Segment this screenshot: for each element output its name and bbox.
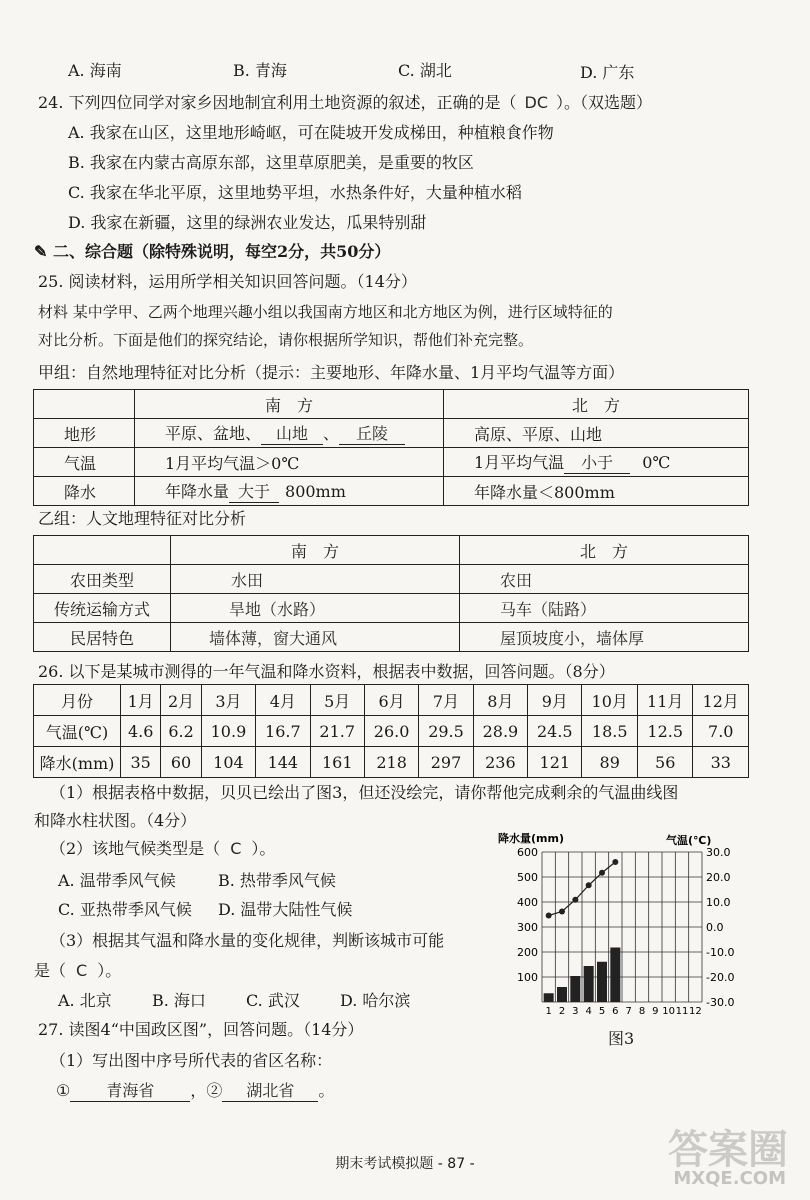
table-cell: 4月 <box>256 685 310 716</box>
temp-point <box>559 909 565 915</box>
row-label: 气温(℃) <box>34 716 121 747</box>
q24-option-a: A. 我家在山区，这里地形崎岖，可在陡坡开发成梯田，种植粮食作物 <box>68 123 554 142</box>
left-tick-label: 400 <box>517 896 538 909</box>
x-tick-label: 11 <box>675 1006 689 1017</box>
table-cell: 35 <box>121 747 161 778</box>
x-tick-label: 3 <box>572 1006 579 1017</box>
table-cell: 60 <box>161 747 201 778</box>
q26-sub2-answer: C <box>230 839 242 858</box>
q23-option-a: A. 海南 <box>68 61 122 80</box>
q25-group-b-title: 乙组：人文地理特征对比分析 <box>38 509 247 528</box>
q24-stem: 24. 下列四位同学对家乡因地制宜利用土地资源的叙述，正确的是（ DC ）。（双选题） <box>38 93 653 112</box>
table-row <box>34 448 749 477</box>
cell-north: 1月平均气温 小于 0℃ <box>444 448 749 477</box>
cell-south: 平原、盆地、 山地 、 丘陵 <box>135 419 444 448</box>
answer-blank: 小于 <box>564 450 630 474</box>
table-cell: 8月 <box>473 685 527 716</box>
answer-blank: 山地 <box>261 421 323 445</box>
left-tick-label: 100 <box>517 971 538 984</box>
table-human-features <box>33 535 749 652</box>
left-axis-label: 降水量(mm) <box>498 832 564 845</box>
q23-option-d: D. 广东 <box>580 63 635 82</box>
table-cell: 2月 <box>161 685 201 716</box>
x-tick-label: 6 <box>612 1006 619 1017</box>
pencil-icon: ✎ <box>34 242 48 261</box>
x-tick-label: 2 <box>558 1006 566 1017</box>
q24-answer: DC <box>524 93 549 112</box>
temp-point <box>546 913 552 919</box>
table-cell: 6月 <box>364 685 418 716</box>
table-row <box>34 565 749 594</box>
row-label: 民居特色 <box>34 623 171 652</box>
table-cell: 24.5 <box>528 716 582 747</box>
cell-north: 屋顶坡度小，墙体厚 <box>460 623 749 652</box>
q24-option-d: D. 我家在新疆，这里的绿洲农业发达，瓜果特别甜 <box>68 213 427 232</box>
table-cell: 7月 <box>419 685 473 716</box>
table-cell: 12月 <box>693 685 749 716</box>
row-label: 降水(mm) <box>34 747 121 778</box>
q23-option-b: B. 青海 <box>233 61 287 80</box>
table-cell: 3月 <box>201 685 255 716</box>
q23-option-c: C. 湖北 <box>398 61 452 80</box>
q24-option-c: C. 我家在华北平原，这里地势平坦，水热条件好，大量种植水稻 <box>68 183 522 202</box>
table-cell: 26.0 <box>364 716 418 747</box>
table-cell: 4.6 <box>121 716 161 747</box>
section-heading: ✎ 二、综合题（除特殊说明，每空2分，共50分） <box>34 242 391 261</box>
table-cell: 104 <box>201 747 255 778</box>
q25-material-1: 材料 某中学甲、乙两个地理兴趣小组以我国南方地区和北方地区为例，进行区域特征的 <box>38 303 613 321</box>
table-cell: 7.0 <box>693 716 749 747</box>
temp-point <box>586 882 592 888</box>
q27-sub1: （1）写出图中序号所代表的省区名称： <box>50 1051 333 1070</box>
table-cell: 1月 <box>121 685 161 716</box>
x-tick-label: 8 <box>638 1006 646 1017</box>
table-header-north: 北 方 <box>460 536 749 565</box>
table-header-south: 南 方 <box>135 390 444 419</box>
table-cell: 10.9 <box>201 716 255 747</box>
right-tick-label: 0.0 <box>706 921 724 934</box>
table-cell: 236 <box>473 747 527 778</box>
q26-sub2-option-a: A. 温带季风气候 <box>58 871 176 890</box>
table-header-north: 北 方 <box>444 390 749 419</box>
q24-option-b: B. 我家在内蒙古高原东部，这里草原肥美，是重要的牧区 <box>68 153 474 172</box>
temp-point <box>599 870 605 876</box>
q26-stem: 26. 以下是某城市测得的一年气温和降水资料，根据表中数据，回答问题。（8分） <box>38 662 615 681</box>
table-cell: 16.7 <box>256 716 310 747</box>
temp-point <box>612 859 618 865</box>
q27-answers: ① 青海省 ，② 湖北省 。 <box>56 1078 334 1102</box>
q25-group-a-title: 甲组：自然地理特征对比分析（提示：主要地形、年降水量、1月平均气温等方面） <box>38 363 625 382</box>
figure-3-chart <box>490 830 750 1020</box>
q26-sub1-line2: 和降水柱状图。（4分） <box>34 811 197 830</box>
q25-material-2: 对比分析。下面是他们的探究结论，请你根据所学知识，帮他们补充完整。 <box>38 331 534 349</box>
left-tick-label: 500 <box>517 871 538 884</box>
table-row <box>34 536 749 565</box>
answer-blank: 丘陵 <box>339 421 405 445</box>
cell-north: 马车（陆路） <box>460 594 749 623</box>
left-tick-label: 200 <box>517 946 538 959</box>
x-tick-label: 12 <box>688 1006 702 1017</box>
x-tick-label: 9 <box>652 1006 659 1017</box>
right-tick-label: -10.0 <box>706 946 735 959</box>
x-tick-label: 1 <box>545 1006 552 1017</box>
precip-bar <box>610 948 620 1003</box>
left-tick-label: 600 <box>517 846 538 859</box>
table-cell: 9月 <box>528 685 582 716</box>
q26-sub2-option-d: D. 温带大陆性气候 <box>218 900 353 919</box>
table-cell: 56 <box>637 747 693 778</box>
cell-south: 年降水量 大于 800mm <box>135 477 444 506</box>
watermark-url: MXQE.COM <box>673 1168 786 1189</box>
table-cell: 18.5 <box>582 716 638 747</box>
precip-bar <box>544 993 554 1002</box>
right-tick-label: 30.0 <box>706 846 731 859</box>
table-cell: 11月 <box>637 685 693 716</box>
q26-sub2-option-c: C. 亚热带季风气候 <box>58 900 192 919</box>
q26-sub2-option-b: B. 热带季风气候 <box>218 871 336 890</box>
table-row <box>34 623 749 652</box>
page-footer: 期末考试模拟题 - 87 - <box>335 1156 475 1172</box>
row-label: 气温 <box>34 448 135 477</box>
temp-point <box>572 897 578 903</box>
precip-bar <box>570 976 580 1002</box>
q26-sub3-option-b: B. 海口 <box>152 991 206 1010</box>
table-cell: 297 <box>419 747 473 778</box>
cell-south: 旱地（水路） <box>171 594 460 623</box>
q27-stem: 27. 读图4“中国政区图”，回答问题。（14分） <box>38 1020 364 1039</box>
right-tick-label: 20.0 <box>706 871 731 884</box>
right-axis-label: 气温(℃) <box>666 834 712 847</box>
cell-north: 年降水量＜800mm <box>444 477 749 506</box>
table-cell: 21.7 <box>310 716 364 747</box>
right-tick-label: -20.0 <box>706 971 735 984</box>
row-label: 月份 <box>34 685 121 716</box>
table-cell: 6.2 <box>161 716 201 747</box>
x-tick-label: 5 <box>598 1006 606 1017</box>
table-cell: 5月 <box>310 685 364 716</box>
q26-sub3-line2: 是（ C ）。 <box>34 961 122 980</box>
answer-blank-2: 湖北省 <box>222 1078 318 1102</box>
q26-sub2: （2）该地气候类型是（ C ）。 <box>50 839 276 858</box>
table-row <box>34 419 749 448</box>
q26-sub3-option-c: C. 武汉 <box>246 991 300 1010</box>
precip-bar <box>584 966 594 1002</box>
table-cell: 121 <box>528 747 582 778</box>
table-cell: 161 <box>310 747 364 778</box>
table-cell: 33 <box>693 747 749 778</box>
table-climate-data <box>33 684 749 778</box>
precip-bar <box>557 987 567 1002</box>
row-label: 地形 <box>34 419 135 448</box>
cell-south: 1月平均气温＞0℃ <box>135 448 444 477</box>
table-row <box>34 477 749 506</box>
table-cell: 28.9 <box>473 716 527 747</box>
x-tick-label: 7 <box>625 1006 632 1017</box>
right-tick-label: -30.0 <box>706 996 735 1009</box>
table-cell: 10月 <box>582 685 638 716</box>
precip-bar <box>597 962 607 1002</box>
row-label: 传统运输方式 <box>34 594 171 623</box>
left-tick-label: 300 <box>517 921 538 934</box>
row-label: 降水 <box>34 477 135 506</box>
row-label: 农田类型 <box>34 565 171 594</box>
q26-sub3-option-a: A. 北京 <box>58 991 112 1010</box>
cell-south: 水田 <box>171 565 460 594</box>
table-row-months <box>34 685 749 716</box>
table-row <box>34 594 749 623</box>
answer-blank: 大于 <box>229 479 279 503</box>
table-row <box>34 390 749 419</box>
q26-sub3-line1: （3）根据其气温和降水量的变化规律，判断该城市可能 <box>50 931 445 950</box>
table-cell: 218 <box>364 747 418 778</box>
q26-sub3-option-d: D. 哈尔滨 <box>340 991 411 1010</box>
table-cell: 29.5 <box>419 716 473 747</box>
answer-blank-1: 青海省 <box>70 1078 190 1102</box>
q26-sub1-line1: （1）根据表格中数据，贝贝已绘出了图3，但还没绘完，请你帮他完成剩余的气温曲线图 <box>50 783 679 802</box>
table-row-precips <box>34 747 749 778</box>
table-cell: 144 <box>256 747 310 778</box>
cell-north: 高原、平原、山地 <box>444 419 749 448</box>
x-tick-label: 4 <box>585 1006 592 1017</box>
table-cell: 12.5 <box>637 716 693 747</box>
q25-stem: 25. 阅读材料，运用所学相关知识回答问题。（14分） <box>38 272 417 291</box>
cell-south: 墙体薄，窗大通风 <box>171 623 460 652</box>
cell-north: 农田 <box>460 565 749 594</box>
table-natural-features <box>33 389 749 506</box>
q26-sub3-answer: C <box>76 961 88 980</box>
table-row-temps <box>34 716 749 747</box>
watermark-logo: 答案圈 <box>668 1127 788 1173</box>
table-cell: 89 <box>582 747 638 778</box>
x-tick-label: 10 <box>662 1006 676 1017</box>
right-tick-label: 10.0 <box>706 896 731 909</box>
figure-3-caption: 图3 <box>608 1029 635 1048</box>
table-header-south: 南 方 <box>171 536 460 565</box>
